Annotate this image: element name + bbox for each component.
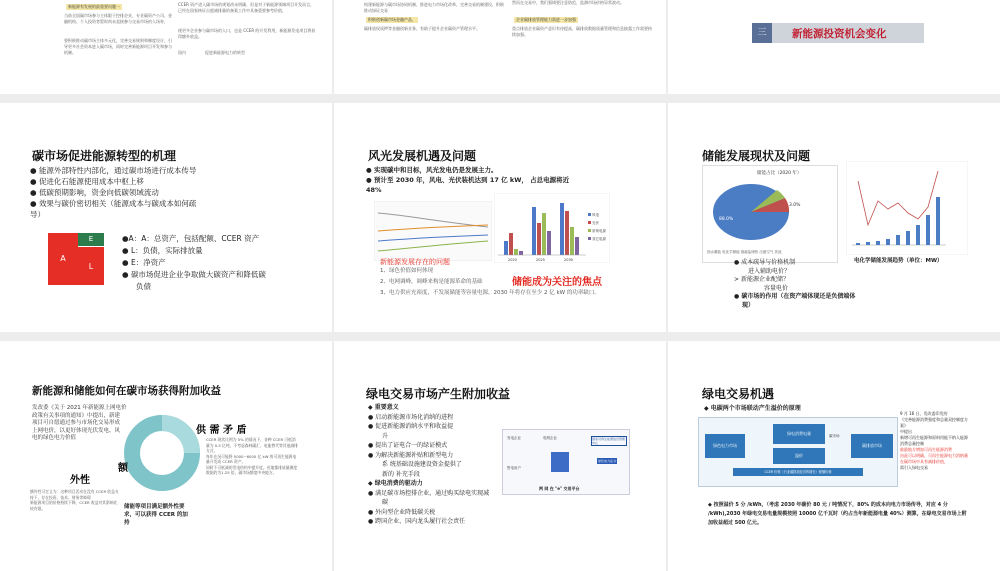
slide-8-title: 储能发展现状及问题 — [702, 149, 811, 163]
pie-title: 储能占比（2020 年） — [757, 171, 802, 176]
slide-7-bullets — [366, 165, 569, 195]
problem-2: 2、电网调峰，调峰来构是能源革命的基础 — [380, 279, 483, 285]
slide-4-text-2: 重点排放企业碳资产意识有待提高，碳排放数据质量管理和信息披露工作需要持续加强。 — [512, 26, 652, 37]
slide-1-text-2: 要积极推动碳市场主体多元化，完善交易规则和制度设计，引导更多社会资本进入碳市场，同时完善新能源项目开发和参与机制。 — [64, 38, 172, 55]
section-banner-title: 新能源投资机会变化 — [792, 28, 887, 40]
slide-3-highlight: 积极创新碳市场金融产品， — [368, 17, 416, 22]
capacity-bar-chart — [494, 193, 610, 263]
bullet-6: ● 外向型企业降低碳关税 — [368, 508, 436, 516]
xcat-2: 2025 — [536, 258, 545, 262]
slide-8[interactable] — [668, 103, 1000, 332]
bullet-2b: 容量电价 — [764, 284, 789, 292]
right-bullet-4: ● 碳市场促进企业争取做大碳资产和降低碳 — [122, 270, 266, 279]
donut-graphic — [124, 415, 200, 491]
slide-10-bullets — [368, 403, 489, 527]
storage-ccer-text: 储能等项目满足额外性要 求，可以获得 CCER 的加 持 — [124, 504, 188, 526]
legend-2: 光伏 — [592, 221, 599, 225]
slide-11-subtitle: ◆ 电碳两个市场联动产生溢价的原理 — [704, 405, 801, 412]
right-bullet-4b: 负债 — [136, 282, 151, 291]
box-carbon-market: 碳排放市场 — [851, 434, 893, 458]
green-trade-diagram — [502, 429, 630, 495]
balance-box — [48, 233, 104, 285]
bullet-3: ● 低碳预期影响，资金向低碳领域流动 — [30, 188, 159, 197]
diagram-node-user: 售电用户 — [507, 466, 521, 470]
pie-legend — [707, 250, 782, 255]
bullet-2: ● 促进化石能源使用成本中枢上移 — [30, 177, 144, 186]
bullet-2b: 升 — [382, 432, 389, 440]
diagram-node-generator: 发电企业 — [507, 436, 521, 440]
slide-7[interactable] — [334, 103, 666, 332]
slide-9[interactable] — [0, 341, 332, 571]
right-bullet-3: ● E：净资产 — [122, 258, 166, 267]
box-green-consumption: 绿电消费电量 — [773, 424, 825, 444]
pie-chart-panel — [702, 165, 838, 263]
supply-demand-text: CCER 现状比例为 5% 的情况下，各种 CCER 可抵消量为 0.5 亿吨，不考虑森林碳汇、电能替代等其他减排方式， 每年在况可能将 5000~6000 亿 kW 的可再生能源电量开发成 CCER 资产， 同时不可抵减的发电结构中提升度。若地都排放量测度数据约为1.25 倍，碳市场额度中央地方。 — [206, 437, 298, 475]
problem-1: 1、绿色价值如何体现 — [380, 268, 433, 274]
problem-3: 3、电力供应充裕度，不发展储能等容量电源，2030 年将存在至少 2 亿 kW 的功率缺口。 — [380, 290, 600, 296]
slide-6-bullets — [30, 165, 196, 220]
slide-1[interactable] — [0, 0, 332, 94]
bullet-1: ● 能源外部特性内部化，通过碳市场进行成本传导 — [30, 166, 197, 175]
bullet-3: ● 提出了证电合一的绿证模式 — [368, 442, 448, 449]
slide-4-text-1: 然而在交易中，我们强调要注意防范，监测市场价格异常波动。 — [512, 0, 624, 5]
pie-legend-2: 电化学储能 — [722, 250, 740, 254]
premium-estimate: ◆ 按照溢价 5 分 /kWh，（考虑 2030 年碳价 80 元 / 吨情况下，80% 的成本向电力市场传导，对应 4 分 /kWh),2030 年绿电交易电量规模按照 10000 亿千瓦时（约占当年新能源电量 40%）测算，在绿电交易市场上附加收益超过 500 亿元。 — [708, 502, 967, 526]
diagram-node-center: 国家可再生能源信息管理中心 — [592, 437, 626, 445]
diagram-node-cert: 绿色电力证书 — [598, 459, 617, 463]
bullet-1b: 进入辅助电价？ — [748, 267, 791, 275]
bullet-2: > 新能源企业配储？ — [734, 276, 789, 283]
bullet-4b: 导） — [30, 210, 45, 219]
section-banner — [752, 23, 924, 43]
wind-solar-line-chart — [374, 201, 492, 261]
slide-3-text-2: 碳排放权质押等金融创新业务，有助于提升企业碳资产管理水平。 — [364, 26, 480, 31]
slide-7-title: 风光发展机遇及问题 — [368, 149, 477, 163]
bullet-3: ● 碳市场的作用（在资产端体现还是负债端体 — [734, 293, 856, 300]
slide-10[interactable] — [334, 341, 666, 571]
slide-1-highlight: 新能源有发展的最重要问题一 — [68, 4, 120, 9]
section-banner-number: 三 — [752, 23, 772, 43]
supply-demand-heading: 供 需 矛 盾 — [196, 425, 247, 436]
diagram-building-icon — [551, 452, 569, 472]
policy-side-text: 9 月 16 日，发改委印发的 《完善能源消费强度和总量双控制度方案》 中提出 新增可再生能源和原料用能不纳入能源消费总量控制 鼓励地方增加可再生能源消费 由此可以明确，可再生能源电力消纳量在碳市场中具有减排价值， 需引入绿电交易 — [900, 411, 968, 470]
mid-premium: 溢价 — [773, 448, 825, 464]
electrochemical-trend-chart — [846, 161, 968, 255]
slide-8-bullets — [734, 259, 855, 310]
additionality-text: 额外性可定义为：这种项目活动在没有 CCER 收益支持下，存在投资、技术、财务等障碍 新能源项目的价格持续下降，CCER 收益对其影响比较有限。 — [30, 489, 119, 511]
pie-legend-1: 抽水蓄能 — [707, 250, 721, 254]
diagram-note: CCER 价格（行业碳排放经济的增长）配额价格 — [733, 468, 863, 476]
right-bullet-2: ● L：负债，实际排放量 — [122, 246, 203, 255]
legend-1: 风电 — [592, 213, 599, 217]
slide-6-right-bullets — [122, 233, 266, 293]
bullet-1: ● 实现碳中和目标，风光发电仍是发展主力。 — [366, 166, 498, 174]
legend-4: 其它电源 — [592, 237, 606, 241]
slide-11-title: 绿电交易机遇 — [702, 387, 775, 401]
pie-pct-2: 3.0% — [789, 203, 801, 208]
slide-9-title: 新能源和储能如何在碳市场获得附加收益 — [32, 385, 221, 397]
problems-subtitle: 新能源发展存在的问题 — [380, 258, 450, 266]
slide-10-title: 绿电交易市场产生附加收益 — [366, 387, 511, 401]
slide-2-text-2: 使更多企业参与碳市场的入口，也是 CCER 的开发利用，新能源发电项目将获得额外收益。 — [178, 28, 316, 39]
legend-3: 常规电源 — [592, 229, 606, 233]
focus-text: 储能成为关注的焦点 — [512, 277, 602, 288]
pie-legend-4: 压缩空气 — [759, 250, 774, 254]
diagram-caption: 两 网 在 "e" 交易平台 — [539, 486, 580, 491]
bullet-7: ● 跨国企业、国内龙头履行社会责任 — [368, 518, 466, 525]
additionality-char: 额 — [118, 463, 128, 474]
slide-2-text-1: CCER 资产进入碳市场的规划尚未明确，但是对于新能源领域项目开发而言，已经在国家核证自愿减排量的备案工作中具备重要参考价值， — [178, 2, 315, 13]
bullet-4: ● 效果与碳价密切相关（能源成本与碳成本如何疏 — [30, 199, 197, 208]
pie-legend-5: 其他 — [774, 250, 782, 254]
bullet-2: ● 预计至 2030 年，风电、光伏装机达到 17 亿 kW， 占总电源将近 — [366, 176, 570, 184]
box-asset: A — [48, 233, 78, 285]
section-1: ◆ 重要意义 — [368, 404, 399, 411]
xcat-3: 2030 — [564, 258, 573, 262]
bullet-4c: 新的 补充手段 — [382, 470, 420, 478]
slide-3[interactable] — [334, 0, 666, 94]
box-equity: E — [78, 233, 104, 246]
bullet-2c: 48% — [366, 186, 382, 194]
bullet-4b: 系 统基础设施建设资金提供了 — [382, 461, 462, 468]
diagram-node-grid: 电网企业 — [543, 436, 557, 440]
right-bullet-1: ●A：A：总资产，包括配额、CCER 资产 — [122, 234, 260, 243]
slide-3-text-1: 构建新能源与碳市场协同机制，推进电力市场化改革，完善交易机制建设，积极推动绿证交易 — [364, 2, 504, 13]
trend-chart-title: 电化学储能发展趋势（单位：MW） — [854, 258, 943, 264]
policy-text: 发改委《关于 2021 年新能源上网电价 政策有关事项的通知》中提出，新建 项目可自愿通过参与市场化交易形成 上网电价，以更好体现光伏发电、风 电的绿色电力价值 — [32, 405, 127, 441]
slide-11[interactable] — [668, 341, 1000, 571]
slide-6[interactable] — [0, 103, 332, 332]
additionality-heading: 外性 — [70, 475, 90, 486]
slide-2-text-4: 促进新能源电力的转型 — [205, 50, 245, 55]
bullet-3b: 现） — [742, 301, 755, 309]
linkage-diagram — [698, 417, 898, 487]
slide-6-title: 碳市场促进能源转型的机理 — [32, 149, 177, 163]
section-2: ◆ 绿电消费的驱动力 — [368, 480, 423, 487]
box-green-power: 绿色电力市场 — [705, 434, 745, 458]
pie-pct-1: 88.0% — [719, 217, 734, 222]
pie-legend-3: 熔融盐储热 — [740, 250, 759, 254]
bullet-4: ● 为解决新能源补贴和新型电力 — [368, 451, 454, 459]
box-liability: L — [78, 246, 104, 285]
storage-pie — [711, 180, 807, 244]
mid-carbon: 碳市场 — [829, 434, 840, 438]
bullet-1: ● 启动新能源市场化消纳的进程 — [368, 413, 454, 421]
bullet-2: ● 促进新能源消纳水平和收益提 — [368, 423, 454, 430]
slide-5[interactable] — [668, 0, 1000, 94]
slide-4-highlight: 企业碳排放管理能力需进一步加强 — [516, 17, 576, 22]
slide-1-text-1: 当前全国碳市场参与主体限于控排企业，专业碳资产公司、金融机构、个人投资者暂时尚未直接参与交易市场的入场券， — [64, 13, 172, 24]
slide-2-text-3: 国内 — [178, 50, 186, 55]
bullet-1: ● 成本疏导与价格机制 — [734, 259, 796, 266]
xcat-1: 2020 — [508, 258, 517, 262]
bullet-5b: 碳 — [382, 499, 389, 506]
bullet-5: ● 满足碳市场控排企业，通过购买绿电实现减 — [368, 489, 490, 497]
